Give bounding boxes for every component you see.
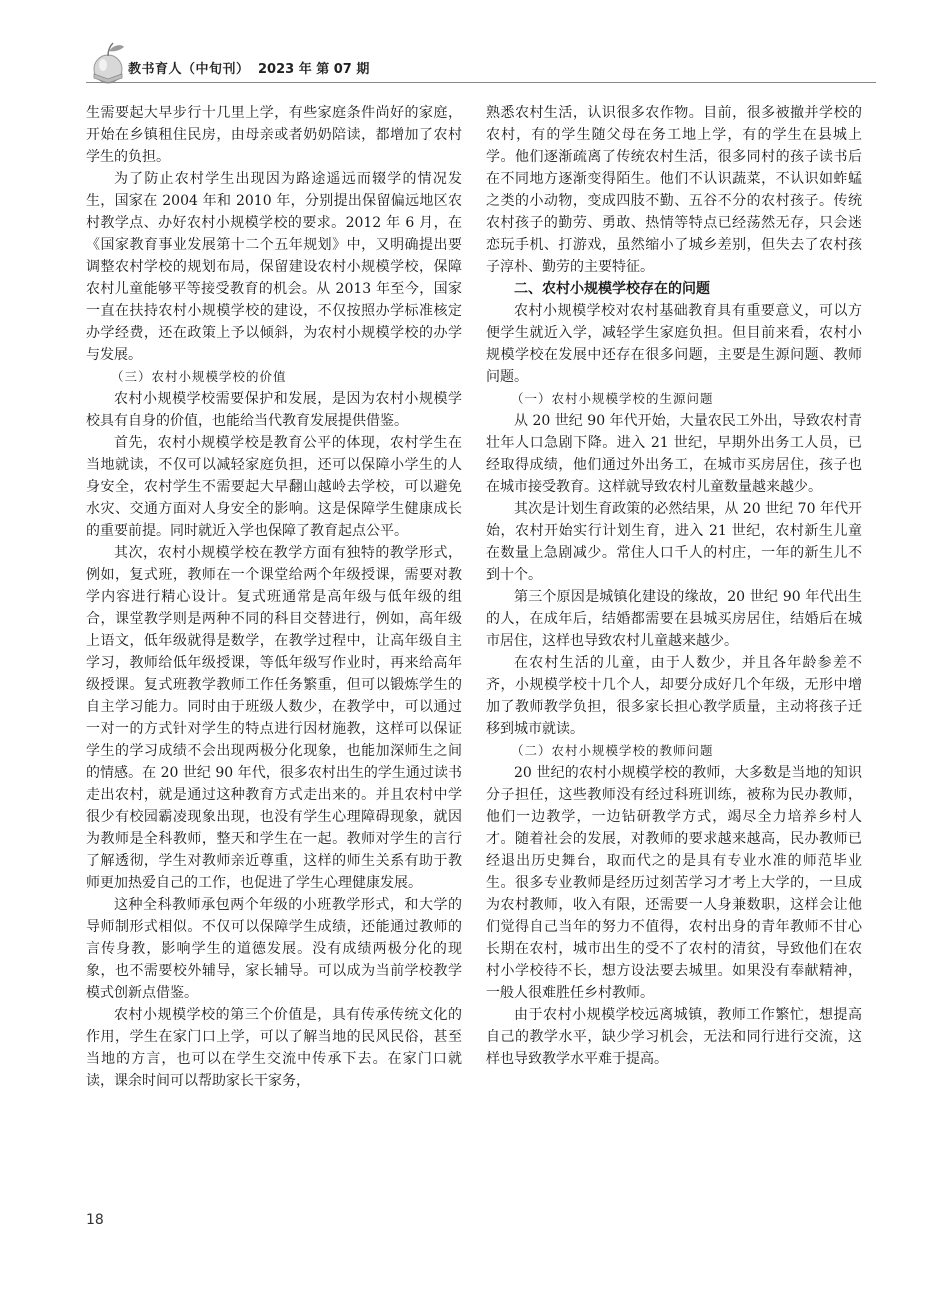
section-subheading: （一）农村小规模学校的生源问题 <box>511 391 714 406</box>
header-rule <box>86 82 876 83</box>
paragraph: 其次是计划生育政策的必然结果，从 20 世纪 70 年代开始，农村开始实行计划生育，进入 21 世纪，农村新生儿童在数量上急剧减少。常住人口千人的村庄，一年的新生儿不到十个。 <box>486 501 862 583</box>
section-subheading: （二）农村小规模学校的教师问题 <box>511 743 714 758</box>
paragraph: 20 世纪的农村小规模学校的教师，大多数是当地的知识分子担任，这些教师没有经过科班训练，被称为民办教师，他们一边教学，一边钻研教学方式，竭尽全力培养乡村人才。随着社会的发展，对教师的要求越来越高，民办教师已经退出历史舞台，取而代之的是具有专业水准的师范毕业生。很多专业教师是经历过刻苦学习才考上大学的，一旦成为农村教师，收入有限，还需要一人身兼数职，这样会让他们觉得自己当年的努力不值得，农村出身的青年教师不甘心长期在农村，城市出生的受不了农村的清贫，导致他们在农村小学校待不长，想方设法要去城里。如果没有奉献精神，一般人很难胜任乡村教师。 <box>486 765 862 1001</box>
magazine-title: 教书育人（中旬刊） <box>128 62 250 77</box>
page-number: 18 <box>86 1212 104 1228</box>
apple-book-logo-icon <box>86 38 130 86</box>
paragraph: 首先，农村小规模学校是教育公平的体现，农村学生在当地就读，不仅可以减轻家庭负担，还可以保障小学生的人身安全，农村学生不需要起大早翻山越岭去学校，可以避免水灾、交通方面对人身安全的影响。这是保障学生健康成长的重要前提。同时就近入学也保障了教育起点公平。 <box>86 435 462 539</box>
left-column <box>86 102 462 1092</box>
paragraph: 由于农村小规模学校远离城镇，教师工作繁忙，想提高自己的教学水平，缺少学习机会，无法和同行进行交流，这样也导致教学水平难于提高。 <box>486 1007 862 1067</box>
issue-label: 2023 年 第 07 期 <box>258 62 370 77</box>
paragraph: 熟悉农村生活，认识很多农作物。目前，很多被撤并学校的农村，有的学生随父母在务工地上学，有的学生在县城上学。他们逐渐疏离了传统农村生活，很多同村的孩子读书后在不同地方逐渐变得陌生。他们不认识蔬菜，不认识如蚱蜢之类的小动物，变成四肢不勤、五谷不分的农村孩子。传统农村孩子的勤劳、勇敢、热情等特点已经荡然无存，只会迷恋玩手机、打游戏，虽然缩小了城乡差别，但失去了农村孩子淳朴、勤劳的主要特征。 <box>486 105 862 275</box>
paragraph: 从 20 世纪 90 年代开始，大量农民工外出，导致农村青壮年人口急剧下降。进入 21 世纪，早期外出务工人员，已经取得成绩，他们通过外出务工，在城市买房居住，孩子也在城市接受教育。这样就导致农村儿童数量越来越少。 <box>486 413 862 495</box>
paragraph: 在农村生活的儿童，由于人数少，并且各年龄参差不齐，小规模学校十几个人，却要分成好几个年级，无形中增加了教师教学负担，很多家长担心教学质量，主动将孩子迁移到城市就读。 <box>486 655 862 737</box>
page-header <box>86 38 876 88</box>
section-heading: 二、农村小规模学校存在的问题 <box>514 281 710 297</box>
paragraph: 为了防止农村学生出现因为路途遥远而辍学的情况发生，国家在 2004 年和 2010 年，分别提出保留偏远地区农村教学点、办好农村小规模学校的要求。2012 年 6 月，在《国家教育事业发展第十二个五年规划》中，又明确提出要调整农村学校的规划布局，保留建设农村小规模学校，保障农村儿童能够平等接受教育的机会。从 2013 年至今，国家一直在扶持农村小规模学校的建设，不仅按照办学标准核定办学经费，还在政策上予以倾斜，为农村小规模学校的办学与发展。 <box>86 171 462 363</box>
paragraph: 生需要起大早步行十几里上学，有些家庭条件尚好的家庭，开始在乡镇租住民房，由母亲或者奶奶陪读，都增加了农村学生的负担。 <box>86 105 462 165</box>
paragraph: 农村小规模学校需要保护和发展，是因为农村小规模学校具有自身的价值，也能给当代教育发展提供借鉴。 <box>86 391 462 429</box>
paragraph: 其次，农村小规模学校在教学方面有独特的教学形式，例如，复式班，教师在一个课堂给两个年级授课，需要对教学内容进行精心设计。复式班通常是高年级与低年级的组合，课堂教学则是两种不同的科目交替进行，例如，高年级上语文，低年级就得是数学，在教学过程中，让高年级自主学习，教师给低年级授课，等低年级写作业时，再来给高年级授课。复式班教学教师工作任务繁重，但可以锻炼学生的自主学习能力。同时由于班级人数少，在教学中，可以通过一对一的方式针对学生的特点进行因材施教，这样可以保证学生的学习成绩不会出现两极分化现象，也能加深师生之间的情感。在 20 世纪 90 年代，很多农村出生的学生通过读书走出农村，就是通过这种教育方式走出来的。并且农村中学很少有校园霸凌现象出现，也没有学生心理障碍现象，就因为教师是全科教师，整天和学生在一起。教师对学生的言行了解透彻，学生对教师亲近尊重，这样的师生关系有助于教师更加热爱自己的工作，也促进了学生心理健康发展。 <box>86 545 462 891</box>
right-column <box>486 102 862 1070</box>
paragraph: 这种全科教师承包两个年级的小班教学形式，和大学的导师制形式相似。不仅可以保障学生成绩，还能通过教师的言传身教，影响学生的道德发展。没有成绩两极分化的现象，也不需要校外辅导，家长辅导。可以成为当前学校教学模式创新点借鉴。 <box>86 897 462 1001</box>
section-subheading: （三）农村小规模学校的价值 <box>111 369 287 384</box>
paragraph: 农村小规模学校对农村基础教育具有重要意义，可以方便学生就近入学，减轻学生家庭负担。但目前来看，农村小规模学校在发展中还存在很多问题，主要是生源问题、教师问题。 <box>486 303 862 385</box>
paragraph: 农村小规模学校的第三个价值是，具有传承传统文化的作用，学生在家门口上学，可以了解当地的民风民俗，甚至当地的方言，也可以在学生交流中传承下去。在家门口就读，课余时间可以帮助家长干家务， <box>86 1007 462 1089</box>
paragraph: 第三个原因是城镇化建设的缘故，20 世纪 90 年代出生的人，在成年后，结婚都需要在县城买房居住，结婚后在城市居住，这样也导致农村儿童越来越少。 <box>486 589 862 649</box>
